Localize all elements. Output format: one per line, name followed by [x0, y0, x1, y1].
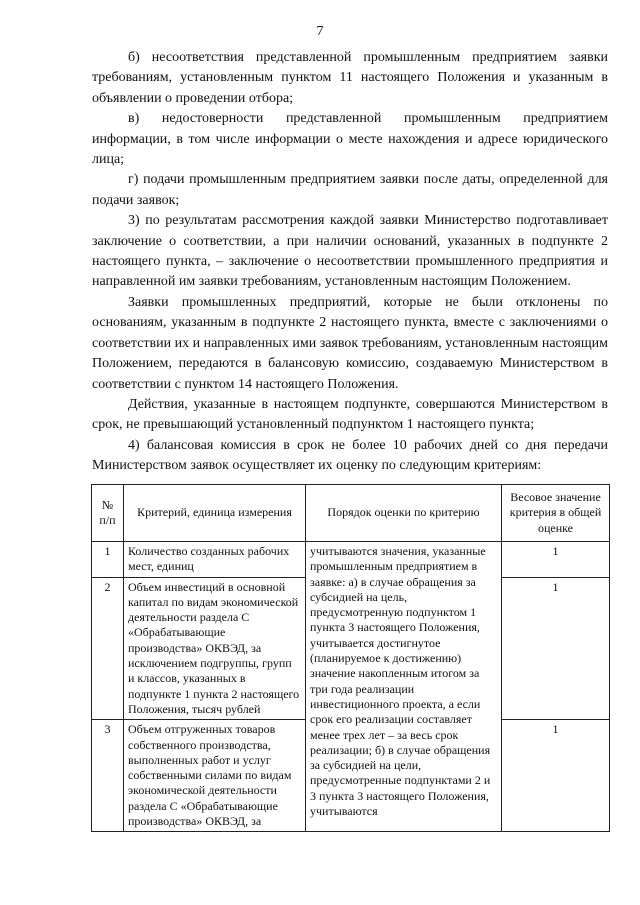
- page-number: 7: [316, 24, 324, 39]
- header-criterion: Критерий, единица измерения: [124, 485, 306, 542]
- paragraph-3: 3) по результатам рассмотрения каждой заявки Министерство подготавливает заключение о соответствии, а при наличии оснований, указанных в подпункте 2 настоящего пункта, – заключение о несоответствии промышленного предприятия и направленной им заявки требованиям, установленным настоящим Положением.: [92, 213, 608, 290]
- row-1-num: 1: [92, 542, 124, 578]
- row-1-criterion: Количество созданных рабочих мест, единиц: [124, 542, 306, 578]
- row-2-criterion: Объем инвестиций в основной капитал по видам экономической деятельности раздела C «Обрабатывающие производства» ОКВЭД, за исключением подгруппы, групп и классов, указанных в подпункте 1 пункта 2 настоящего Положения, тысяч рублей: [124, 577, 306, 720]
- row-3-num: 3: [92, 720, 124, 832]
- row-1-weight: 1: [502, 542, 610, 578]
- header-weight: Весовое значение критерия в общей оценке: [502, 485, 610, 542]
- paragraph-applications: Заявки промышленных предприятий, которые не были отклонены по основаниям, указанным в подпункте 2 настоящего пункта, вместе с заключениями о соответствии их и направленных ими заявок требованиям, установленным настоящим Положением, передаются в балансовую комиссию, создаваемую Министерством в соответствии с пунктом 14 настоящего Положения.: [92, 294, 608, 392]
- table-header-row: [92, 485, 610, 542]
- evaluation-method-cell: [306, 542, 502, 832]
- paragraph-actions: Действия, указанные в настоящем подпункте, совершаются Министерством в срок, не превышающий установленный подпунктом 1 настоящего пункта;: [92, 396, 608, 433]
- document-body: [92, 48, 608, 477]
- paragraph-b: б) несоответствия представленной промышленным предприятием заявки требованиям, установленным пунктом 11 настоящего Положения и указанным в объявлении о проведении отбора;: [92, 50, 608, 106]
- paragraph-g: г) подачи промышленным предприятием заявки после даты, определенной для подачи заявок;: [92, 172, 608, 208]
- header-num: № п/п: [92, 485, 124, 542]
- row-2-weight: 1: [502, 577, 610, 720]
- paragraph-v: в) недостоверности представленной промышленным предприятием информации, в том числе информации о месте нахождения и адресе юридического лица;: [92, 111, 608, 168]
- criteria-table: [91, 484, 610, 832]
- evaluation-method-text: учитываются значения, указанные промышленным предприятием в заявке: а) в случае обращения за субсидией на цель, предусмотренную подпунктом 1 пункта 3 настоящего Положения, учитывается достигнутое (планируемое к достижению) значение накопленным итогом за три года реализации инвестиционного проекта, а если срок его реализации составляет менее трех лет – за весь срок реализации; б) в случае обращения за субсидией на цели, предусмотренные подпунктами 2 и 3 пункта 3 настоящего Положения, учитываются: [310, 544, 491, 819]
- row-3-criterion-cell: [124, 720, 306, 832]
- header-method: Порядок оценки по критерию: [306, 485, 502, 542]
- row-3-weight: 1: [502, 720, 610, 832]
- paragraph-4: 4) балансовая комиссия в срок не более 10 рабочих дней со дня передачи Министерством заявок осуществляет их оценку по следующим критериям:: [92, 437, 608, 474]
- row-2-num: 2: [92, 577, 124, 720]
- table-row: [92, 542, 610, 578]
- row-3-criterion: Объем отгруженных товаров собственного производства, выполненных работ и услуг собственными силами по видам экономической деятельности раздела C «Обрабатывающие производства» ОКВЭД, за: [128, 722, 292, 829]
